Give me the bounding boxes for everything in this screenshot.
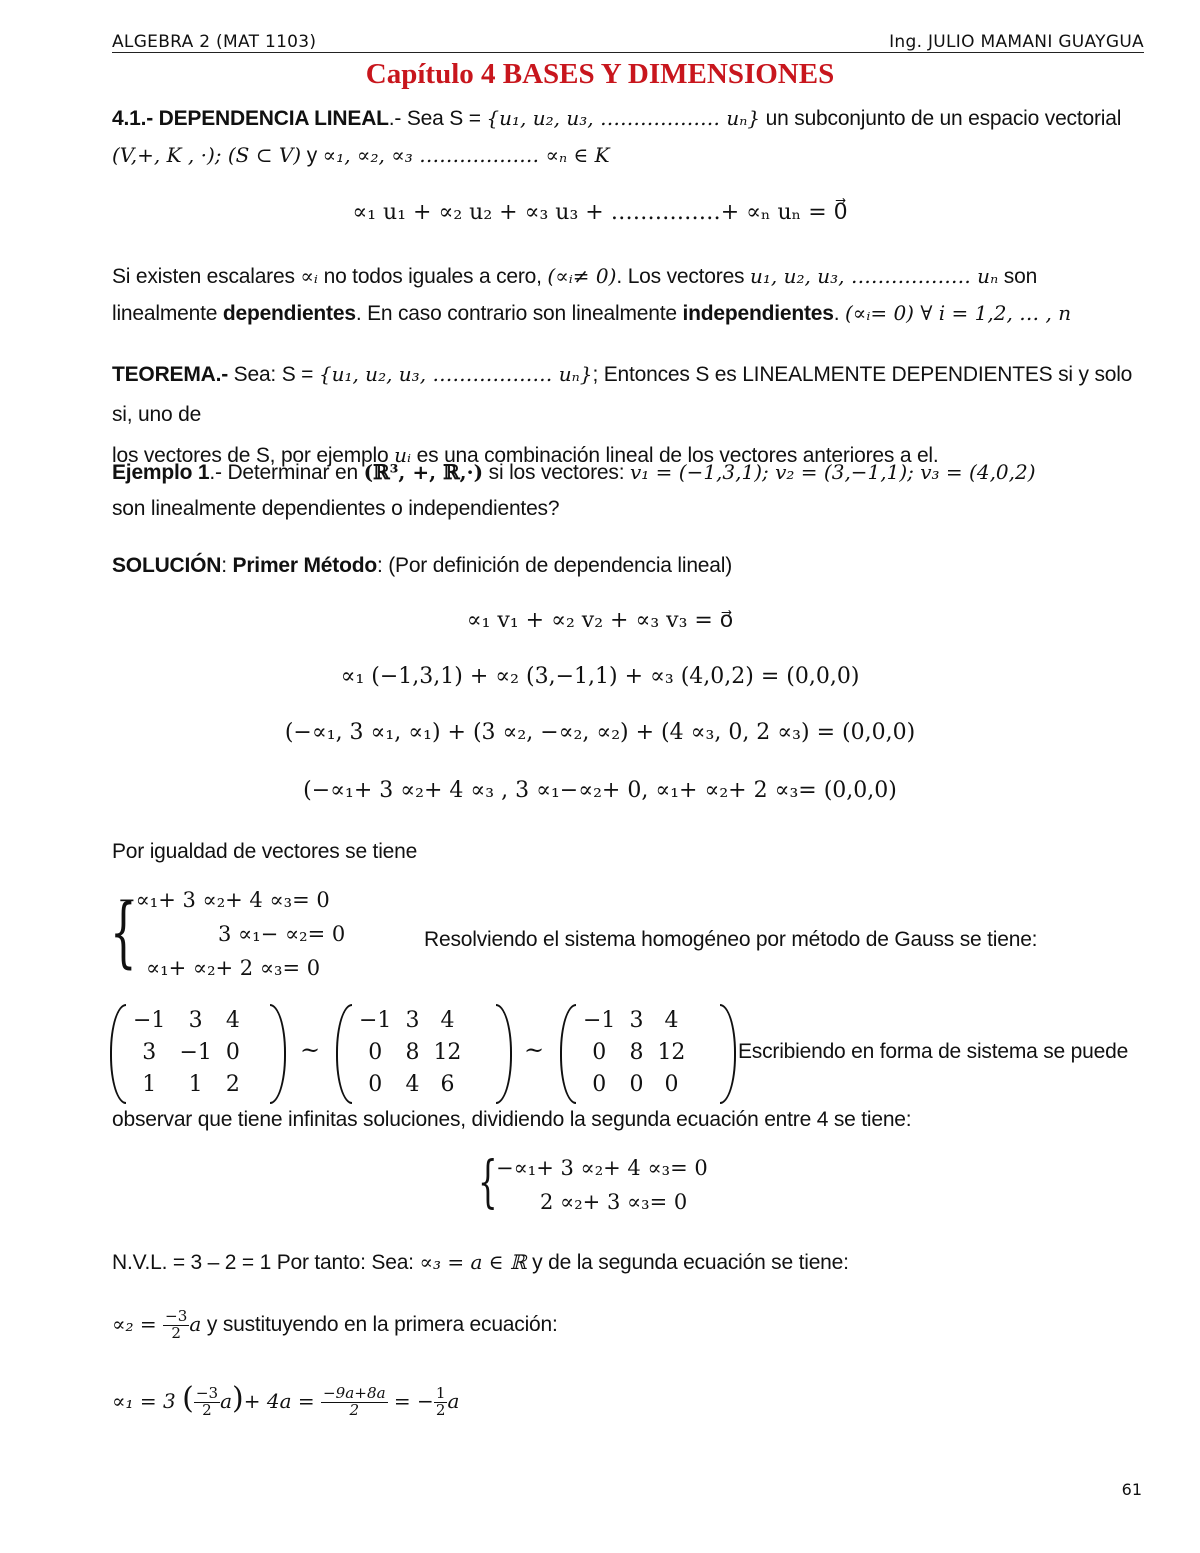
matrix-original (110, 1004, 286, 1100)
reduced-eq-2: 2 ∝₂+ 3 ∝₃= 0 (540, 1190, 688, 1214)
matrix-cell: 4 (405, 1071, 420, 1097)
system-eq-1: −∝₁+ 3 ∝₂+ 4 ∝₃= 0 (118, 888, 330, 912)
example-paragraph (112, 454, 1152, 527)
def-text-3: . Los vectores (616, 265, 750, 288)
matrix-cell: 0 (592, 1039, 607, 1065)
matrix-left-paren (336, 1004, 352, 1104)
intro-text-a: .- Sea S = (388, 107, 487, 130)
matrix-cell: 3 (142, 1039, 157, 1065)
theorem-ui: uᵢ (394, 443, 412, 467)
nvl-text-2: y de la segunda ecuación se tiene: (526, 1251, 849, 1274)
alpha-i: ∝ᵢ (300, 264, 318, 288)
alpha2-var: a (189, 1312, 202, 1336)
fraction-denominator: 2 (171, 1323, 181, 1342)
matrix-cell: 1 (142, 1071, 157, 1097)
matrix-cell: 4 (225, 1007, 240, 1033)
matrix-cell: −1 (179, 1039, 212, 1065)
matrix-cell: 3 (629, 1007, 644, 1033)
alpha1-inner-var: a (220, 1389, 233, 1413)
header-author: Ing. JULIO MAMANI GUAYGUA (889, 32, 1144, 52)
equivalence-tilde: ~ (524, 1036, 545, 1064)
matrix-cell: 12 (433, 1039, 462, 1065)
reduced-eq-1: −∝₁+ 3 ∝₂+ 4 ∝₃= 0 (496, 1156, 708, 1180)
set-u: {u₁, u₂, u₃, ……………… uₙ} (486, 106, 761, 130)
matrix-cell: 8 (629, 1039, 644, 1065)
matrix-cell: 0 (592, 1071, 607, 1097)
example-text-1: .- Determinar en (209, 461, 364, 484)
matrix-cell: 0 (368, 1039, 383, 1065)
fraction-numerator: 1 (435, 1384, 446, 1403)
method-note: : (Por definición de dependencia lineal) (376, 554, 733, 577)
section-heading: 4.1.- DEPENDENCIA LINEAL (112, 107, 389, 130)
matrix-note: Escribiendo en forma de sistema se puede (738, 1040, 1129, 1063)
example-text-3: son linealmente dependientes o independientes? (112, 497, 560, 520)
def-text-4: son (998, 265, 1038, 288)
solution-eq-2: ∝₁ (−1,3,1) + ∝₂ (3,−1,1) + ∝₃ (4,0,2) = (0,0,0) (340, 664, 860, 689)
matrix-cell: 0 (368, 1071, 383, 1097)
method-label: Primer Método (232, 554, 377, 577)
close-paren: ) (232, 1381, 244, 1416)
chapter-title: Capítulo 4 BASES Y DIMENSIONES (365, 58, 835, 90)
nonzero-condition: (∝ᵢ≠ 0) (547, 264, 617, 288)
def-text-2: no todos iguales a cero, (317, 265, 548, 288)
matrix-entries (352, 1004, 468, 1100)
theorem-text-3: los vectores de S, por ejemplo (112, 444, 395, 467)
vector-space: (V,+, K , ·); (S ⊂ V) (112, 143, 302, 167)
fraction-numerator: −3 (195, 1384, 219, 1403)
matrix-cell: 0 (225, 1039, 240, 1065)
def-text-1: Si existen escalares (112, 265, 301, 288)
matrix-cell: 1 (188, 1071, 203, 1097)
system-brace: { (110, 887, 137, 976)
solution-colon: : (221, 554, 233, 577)
matrix-right-paren (720, 1004, 736, 1104)
solution-eq-1: ∝₁ v₁ + ∝₂ v₂ + ∝₃ v₃ = o⃗ (466, 608, 734, 633)
alpha3-assignment: ∝₃ = a ∈ ℝ (419, 1250, 527, 1274)
matrix-entries (576, 1004, 692, 1100)
theorem-text-2: ; Entonces S es LINEALMENTE DEPENDIENTES si y solo si, uno de (112, 363, 1133, 426)
intro-text-b: un subconjunto de un espacio vectorial (760, 107, 1122, 130)
solution-label: SOLUCIÓN (112, 554, 222, 577)
alpha2-text: y sustituyendo en la primera ecuación: (201, 1313, 558, 1336)
zero-condition: (∝ᵢ= 0) ∀ i = 1,2, … , n (844, 301, 1072, 325)
dependientes-term: dependientes (222, 302, 356, 325)
header-rule (112, 52, 1144, 53)
matrix-step-1 (336, 1004, 512, 1100)
matrix-cell: −1 (359, 1007, 392, 1033)
alpha1-fraction (321, 1386, 388, 1419)
linear-combination-equation: ∝₁ u₁ + ∝₂ u₂ + ∝₃ u₃ + ……………+ ∝ₙ uₙ = 0⃗ (352, 200, 848, 225)
matrix-cell: 8 (405, 1039, 420, 1065)
theorem-label: TEOREMA.- (112, 363, 229, 386)
matrix-cell: 2 (225, 1071, 240, 1097)
example-space: (ℝ³, +, ℝ,·) (363, 460, 484, 484)
solution-eq-3: (−∝₁, 3 ∝₁, ∝₁) + (3 ∝₂, −∝₂, ∝₂) + (4 ∝₃, 0, 2 ∝₃) = (0,0,0) (284, 720, 916, 745)
def-text-7: . (833, 302, 845, 325)
theorem-text-4: es una combinación lineal de los vectores anteriores a el. (411, 444, 939, 467)
fraction-denominator: 2 (435, 1400, 446, 1419)
alpha1-half (434, 1386, 448, 1419)
infinite-solutions-text: observar que tiene infinitas soluciones, dividiendo la segunda ecuación entre 4 se tiene: (112, 1108, 912, 1131)
def-text-6: . En caso contrario son linealmente (355, 302, 683, 325)
matrix-right-paren (270, 1004, 286, 1104)
solution-eq-4: (−∝₁+ 3 ∝₂+ 4 ∝₃ , 3 ∝₁−∝₂+ 0, ∝₁+ ∝₂+ 2 ∝₃= (0,0,0) (303, 778, 897, 803)
nvl-paragraph (112, 1244, 1152, 1281)
example-label: Ejemplo 1 (112, 461, 210, 484)
alpha1-mid: + 4a = (243, 1389, 322, 1413)
dependence-definition (112, 258, 1152, 332)
nvl-text: N.V.L. = 3 – 2 = 1 Por tanto: Sea: (112, 1251, 420, 1274)
system-eq-2: 3 ∝₁− ∝₂= 0 (218, 922, 346, 946)
alpha2-lhs: ∝₂ = (112, 1312, 164, 1336)
definition-paragraph (112, 100, 1152, 174)
matrix-cell: 6 (440, 1071, 455, 1097)
alpha2-line (112, 1302, 1152, 1347)
matrix-cell: 0 (664, 1071, 679, 1097)
and-text: y (301, 144, 323, 167)
matrix-cell: 3 (188, 1007, 203, 1033)
fraction-numerator: −9a+8a (323, 1384, 386, 1403)
alpha1-eq: = − (387, 1389, 434, 1413)
scalars: ∝₁, ∝₂, ∝₃ ……………… ∝ₙ ∈ K (322, 143, 610, 167)
reduced-system-brace: { (478, 1150, 498, 1215)
example-vectors: v₁ = (−1,3,1); v₂ = (3,−1,1); v₃ = (4,0,2) (629, 460, 1036, 484)
page-number: 61 (1121, 1480, 1142, 1499)
equivalence-tilde: ~ (300, 1036, 321, 1064)
alpha2-fraction (163, 1309, 189, 1342)
matrix-cell: 4 (440, 1007, 455, 1033)
matrix-cell: 4 (664, 1007, 679, 1033)
matrix-entries (126, 1004, 247, 1100)
system-eq-3: ∝₁+ ∝₂+ 2 ∝₃= 0 (146, 956, 321, 980)
def-text-5: linealmente (112, 302, 223, 325)
open-paren: ( (182, 1381, 194, 1416)
matrix-cell: 3 (405, 1007, 420, 1033)
matrix-right-paren (496, 1004, 512, 1104)
fraction-numerator: −3 (165, 1307, 188, 1326)
alpha1-lhs: ∝₁ = 3 (112, 1389, 183, 1413)
equality-text: Por igualdad de vectores se tiene (112, 840, 418, 863)
example-text-2: si los vectores: (483, 461, 630, 484)
independientes-term: independientes (682, 302, 834, 325)
matrix-step-2 (560, 1004, 736, 1100)
theorem-set: {u₁, u₂, u₃, ……………… uₙ} (318, 362, 593, 386)
alpha1-inner-fraction (194, 1386, 220, 1419)
header-course: ALGEBRA 2 (MAT 1103) (112, 32, 317, 52)
matrix-cell: 12 (657, 1039, 686, 1065)
matrix-left-paren (560, 1004, 576, 1104)
solution-heading (112, 548, 1152, 584)
fraction-denominator: 2 (202, 1400, 212, 1419)
matrix-cell: 0 (629, 1071, 644, 1097)
theorem-text-1: Sea: S = (228, 363, 319, 386)
fraction-denominator: 2 (349, 1400, 360, 1419)
matrix-cell: −1 (583, 1007, 616, 1033)
matrix-cell: −1 (133, 1007, 166, 1033)
matrix-left-paren (110, 1004, 126, 1104)
gauss-note: Resolviendo el sistema homogéneo por método de Gauss se tiene: (424, 928, 1038, 951)
alpha1-end: a (447, 1389, 460, 1413)
alpha1-line (112, 1374, 1152, 1427)
vectors-u: u₁, u₂, u₃, ……………… uₙ (749, 264, 999, 288)
